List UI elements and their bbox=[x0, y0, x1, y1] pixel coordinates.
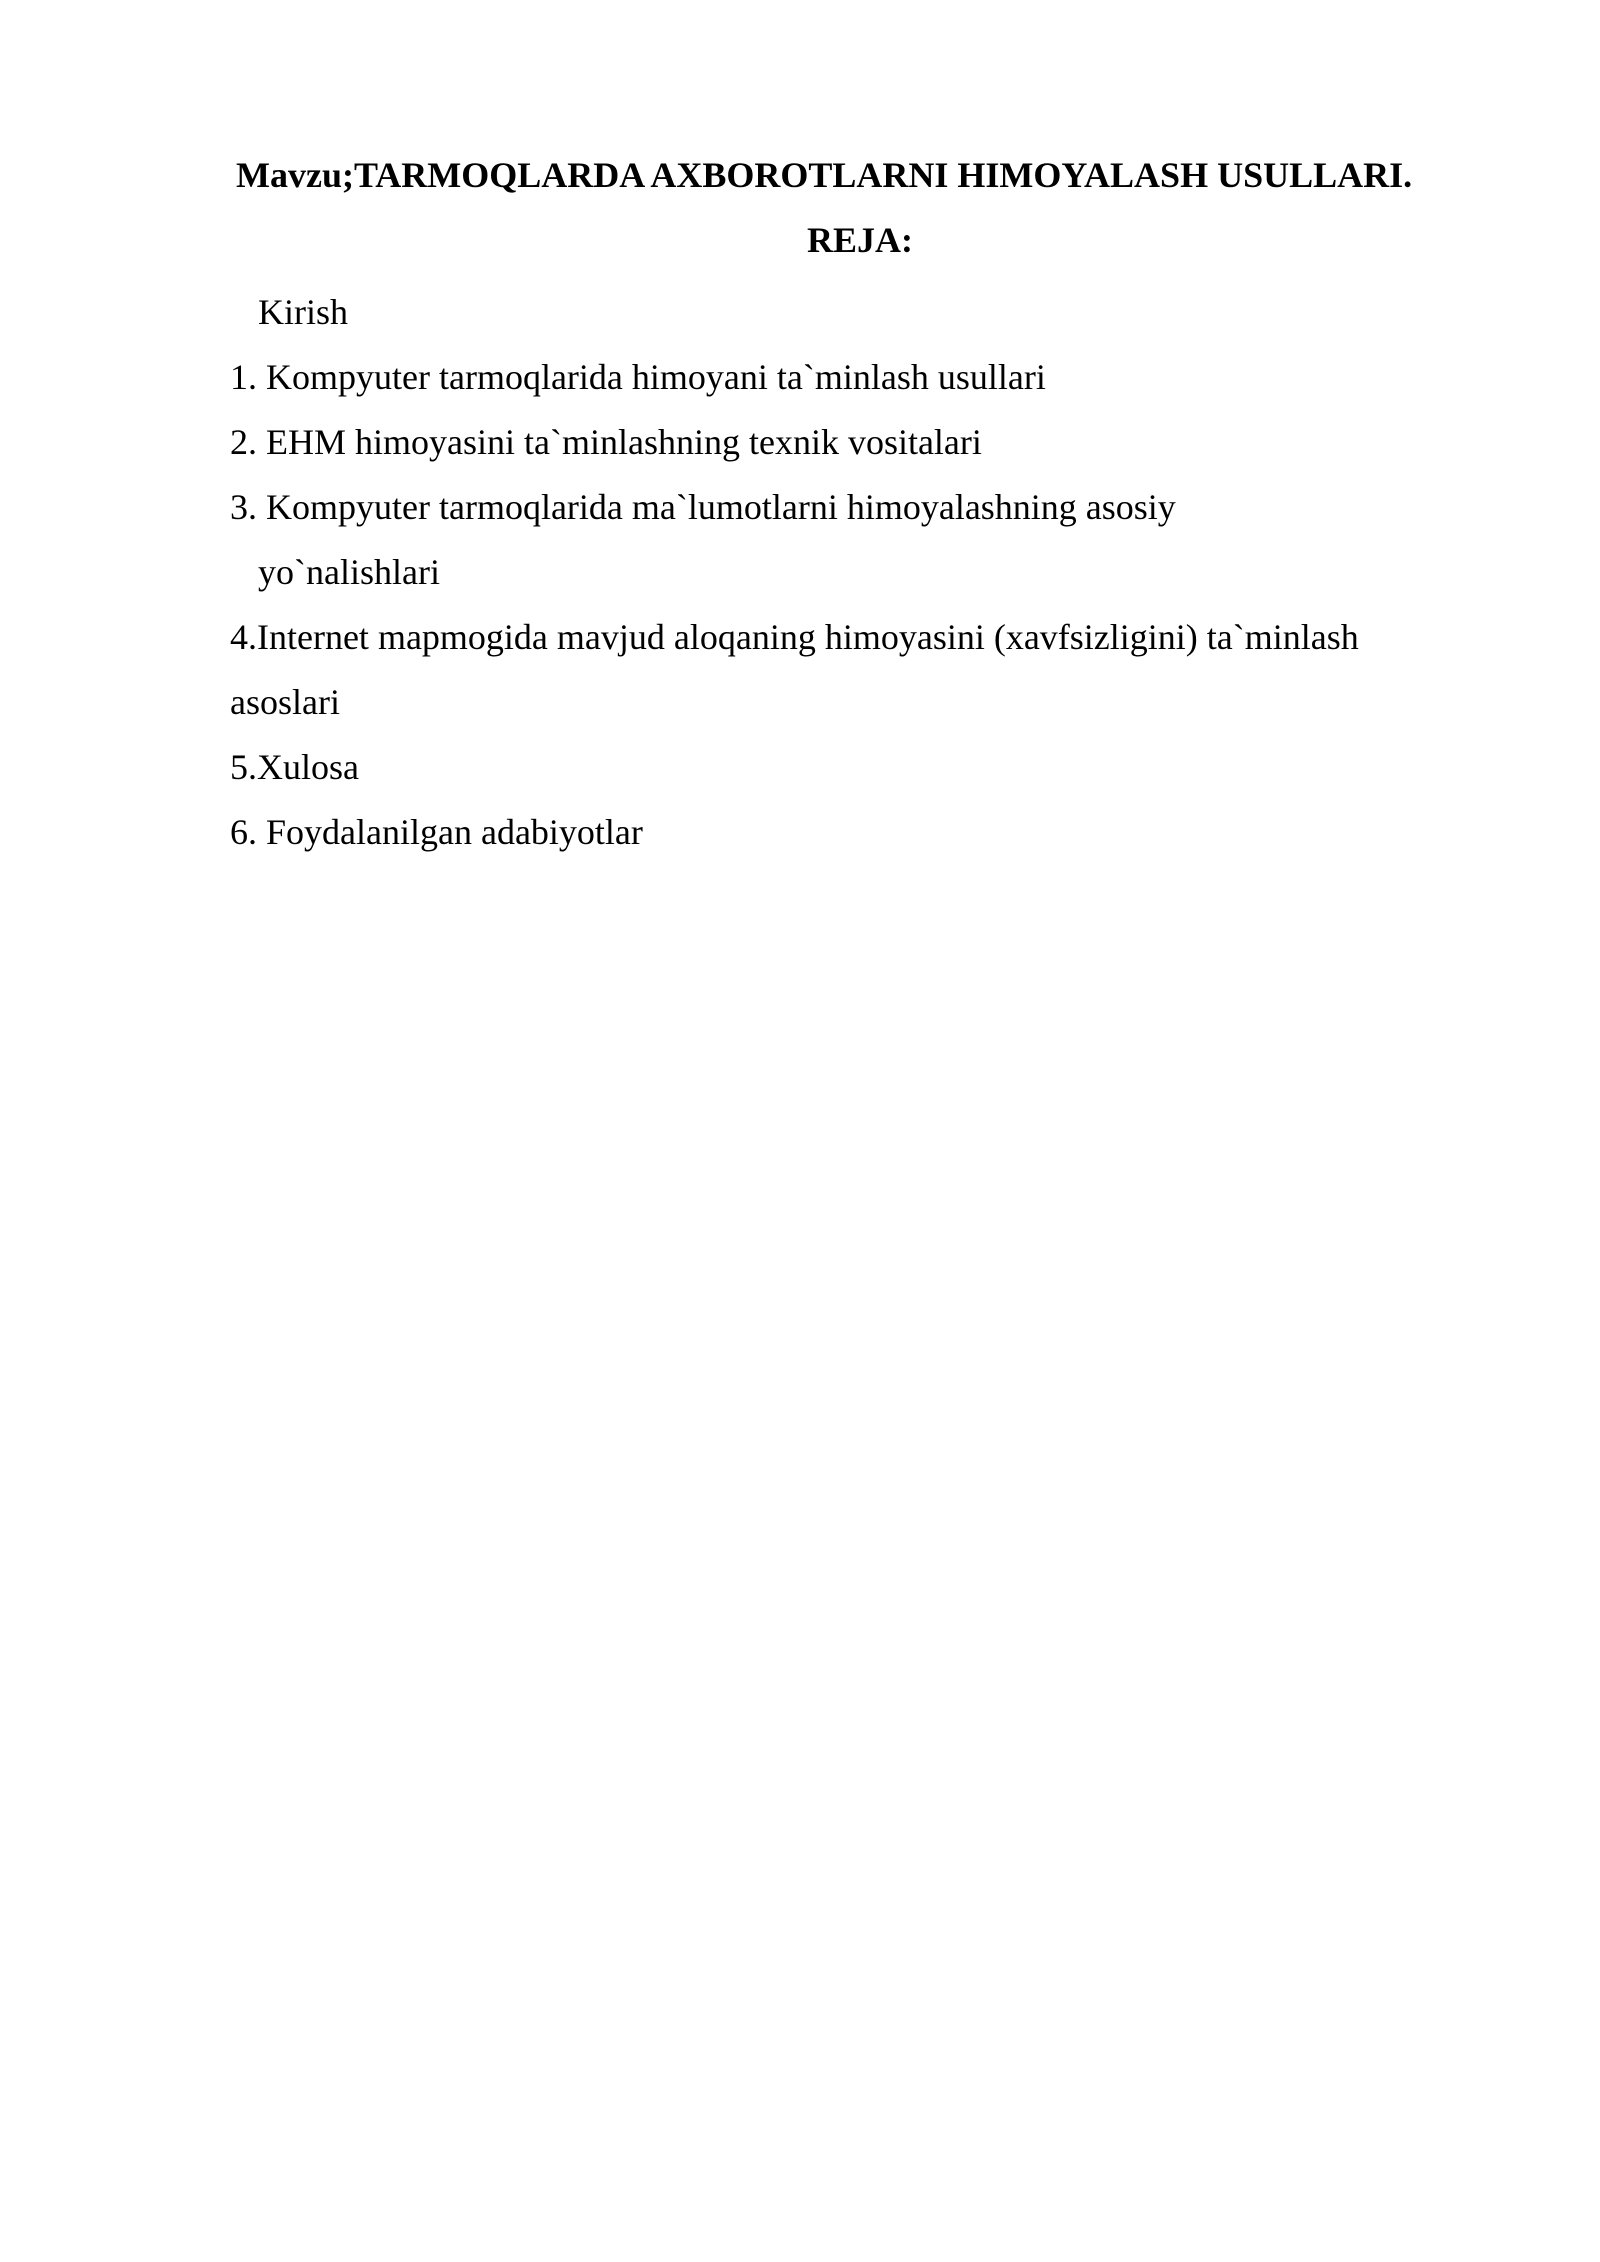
plan-item-introduction: Kirish bbox=[258, 292, 348, 332]
plan-item-2: 2. EHM himoyasini ta`minlashning texnik vositalari bbox=[230, 422, 982, 462]
plan-item-4-continuation: asoslari bbox=[230, 682, 340, 722]
plan-item-1: 1. Kompyuter tarmoqlarida himoyani ta`minlash usullari bbox=[230, 357, 1046, 397]
plan-list bbox=[230, 280, 1480, 865]
plan-item-5: 5.Xulosa bbox=[230, 747, 359, 787]
document-title: Mavzu;TARMOQLARDA AXBOROTLARNI HIMOYALASH USULLARI. bbox=[236, 155, 1413, 195]
plan-heading: REJA: bbox=[807, 220, 913, 260]
plan-item-4: 4.Internet mapmogida mavjud aloqaning himoyasini (xavfsizligini) ta`minlash bbox=[230, 617, 1359, 657]
plan-item-3-continuation: yo`nalishlari bbox=[258, 552, 440, 592]
plan-item-6: 6. Foydalanilgan adabiyotlar bbox=[230, 812, 643, 852]
plan-item-3: 3. Kompyuter tarmoqlarida ma`lumotlarni himoyalashning asosiy bbox=[230, 487, 1176, 527]
